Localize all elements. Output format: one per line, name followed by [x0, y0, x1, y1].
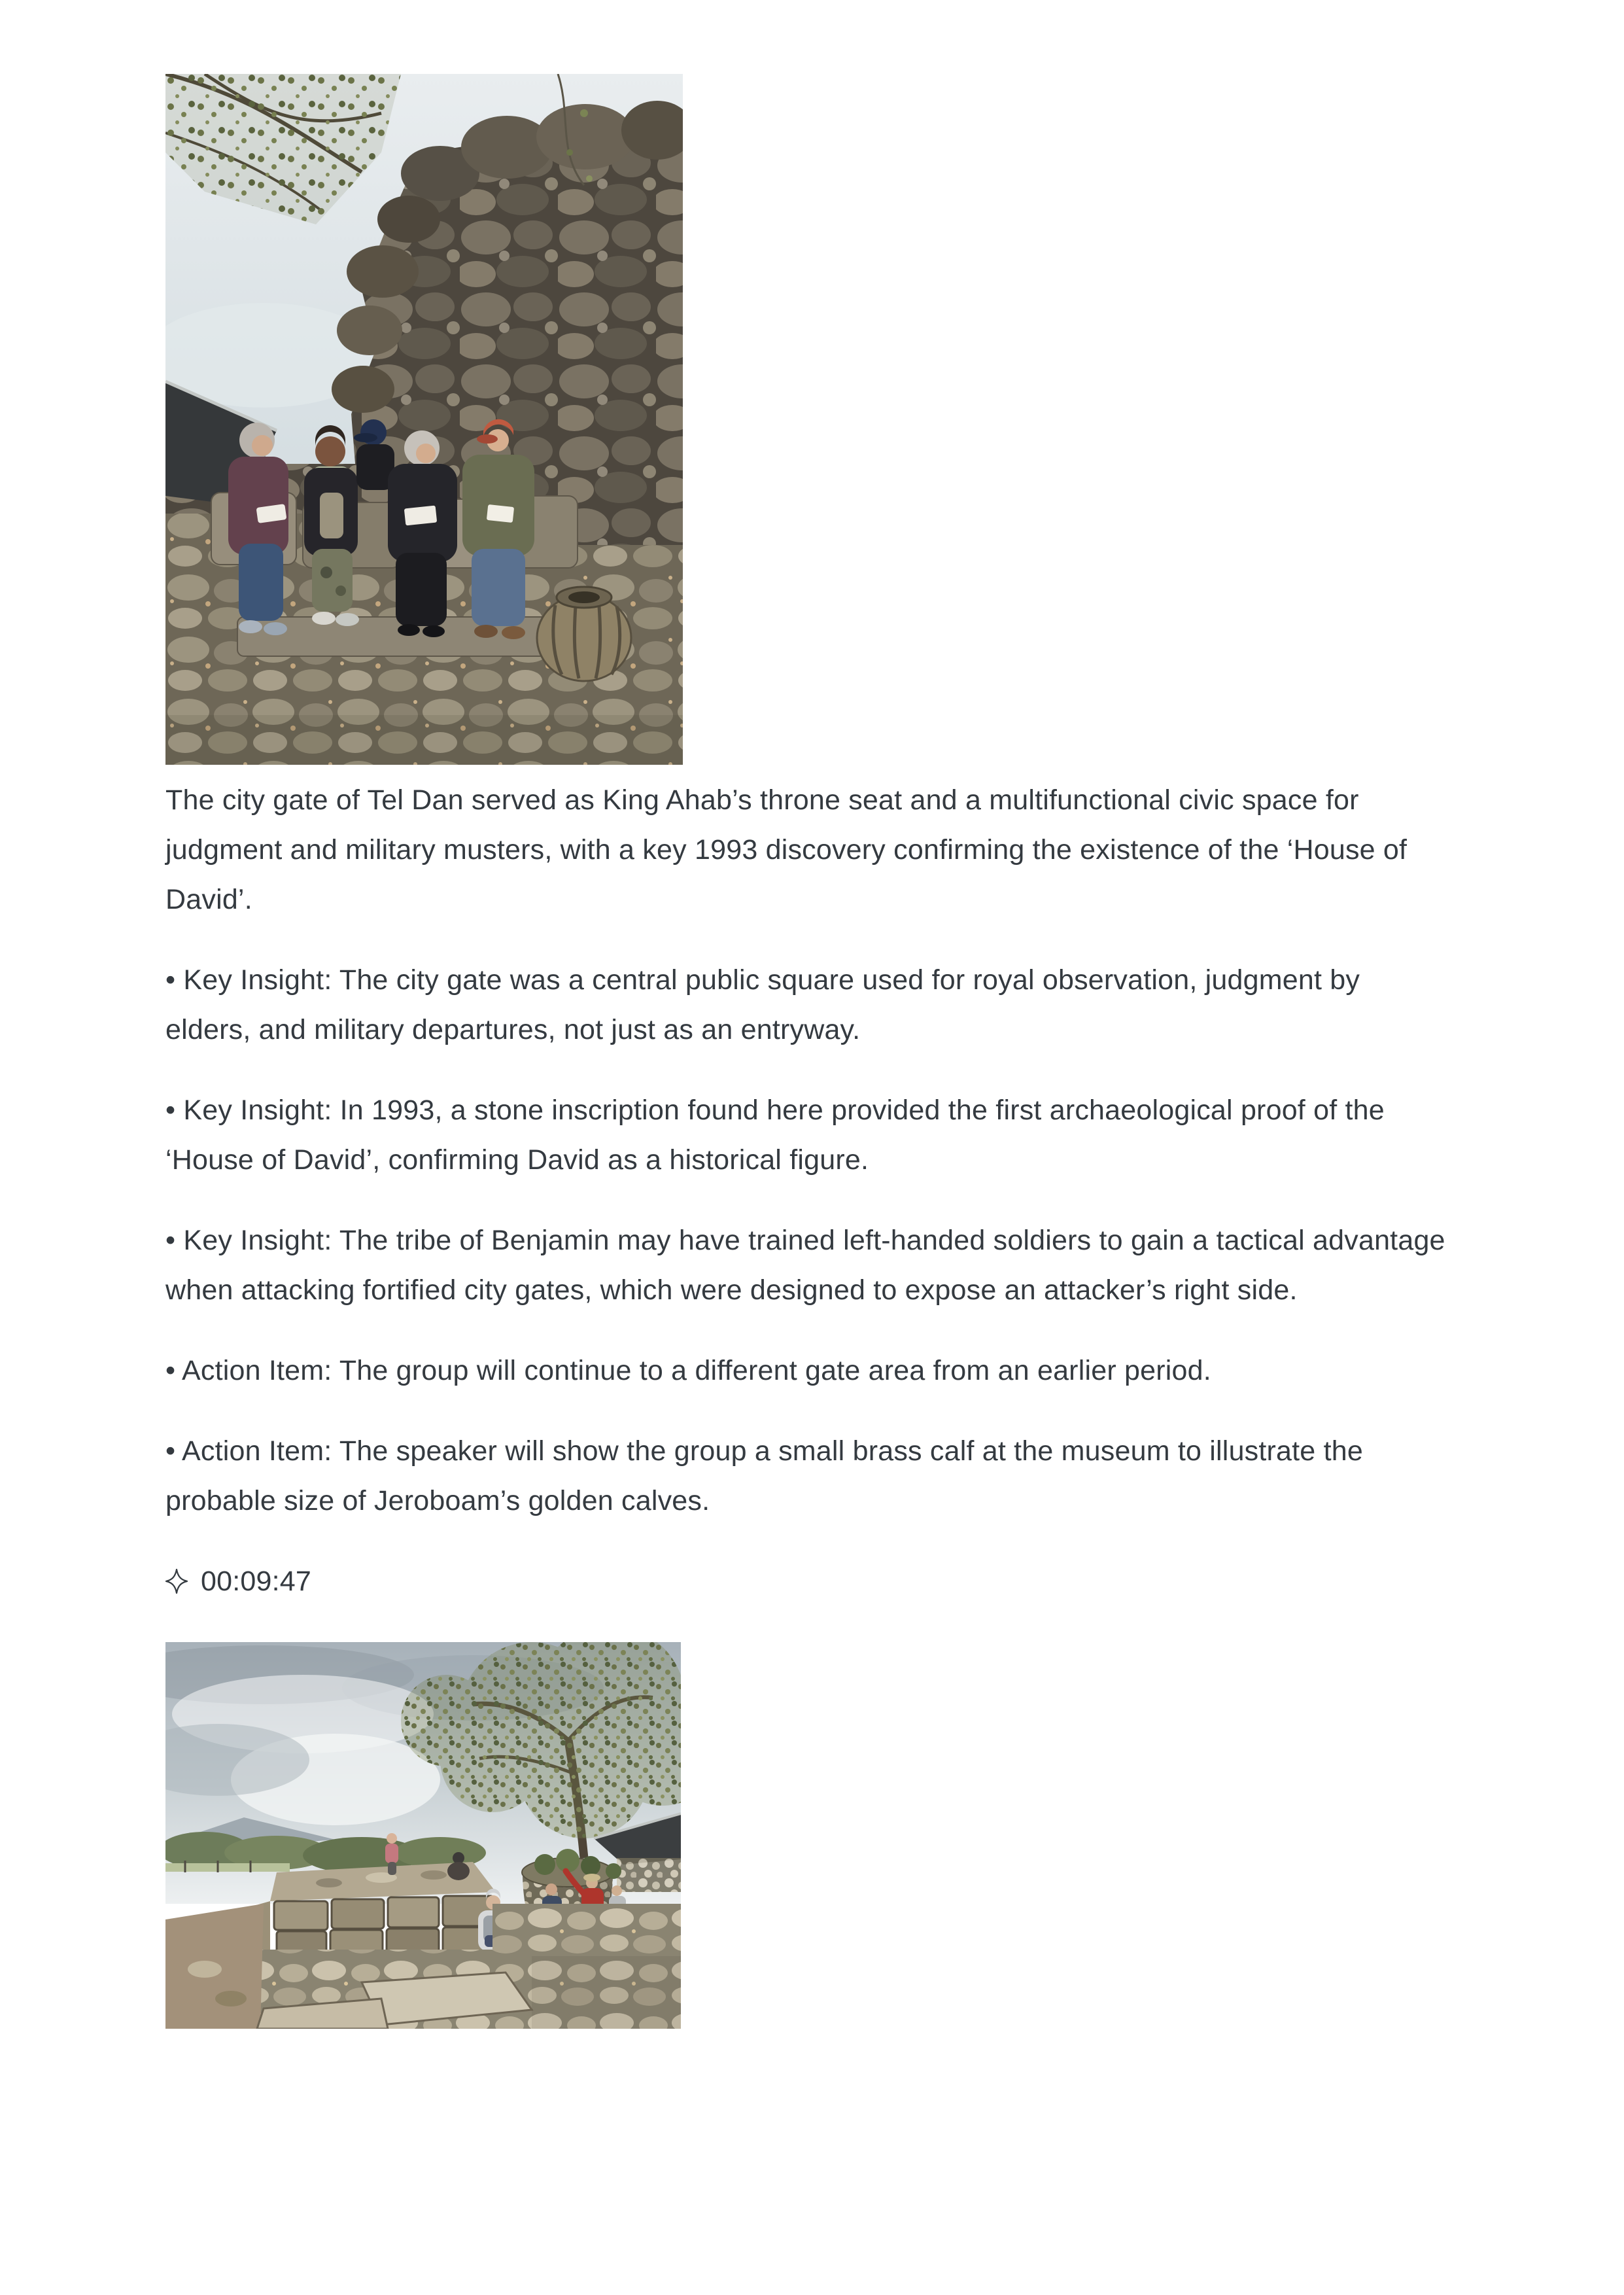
photo-tel-dan-gate-group	[165, 74, 683, 765]
timestamp-value: 00:09:47	[201, 1565, 311, 1597]
timestamp-row	[165, 1556, 1451, 1606]
key-insight-3: • Key Insight: The tribe of Benjamin may have trained left-handed soldiers to gain a tactical advantage when attacking fortified city gates, which were designed to expose an attacker’s right side.	[165, 1225, 1445, 1306]
sparkle-icon	[165, 1569, 188, 1594]
notes-content	[165, 0, 1451, 2029]
photo-bottom-illustration	[165, 1642, 681, 2029]
action-item-1: • Action Item: The group will continue to a different gate area from an earlier period.	[165, 1355, 1211, 1386]
photo-tel-dan-site-overview	[165, 1642, 681, 2029]
key-insight-1: • Key Insight: The city gate was a central public square used for royal observation, judgment by elders, and military departures, not just as an entryway.	[165, 964, 1360, 1045]
summary-paragraph: The city gate of Tel Dan served as King Ahab’s throne seat and a multifunctional civic space for judgment and military musters, with a key 1993 discovery confirming the existence of the ‘House of David’.	[165, 784, 1408, 915]
key-insight-2: • Key Insight: In 1993, a stone inscription found here provided the first archaeological proof of the ‘House of David’, confirming David as a historical figure.	[165, 1095, 1385, 1176]
photo-top-illustration	[165, 74, 683, 765]
action-item-2: • Action Item: The speaker will show the group a small brass calf at the museum to illustrate the probable size of Jeroboam’s golden calves.	[165, 1435, 1363, 1516]
